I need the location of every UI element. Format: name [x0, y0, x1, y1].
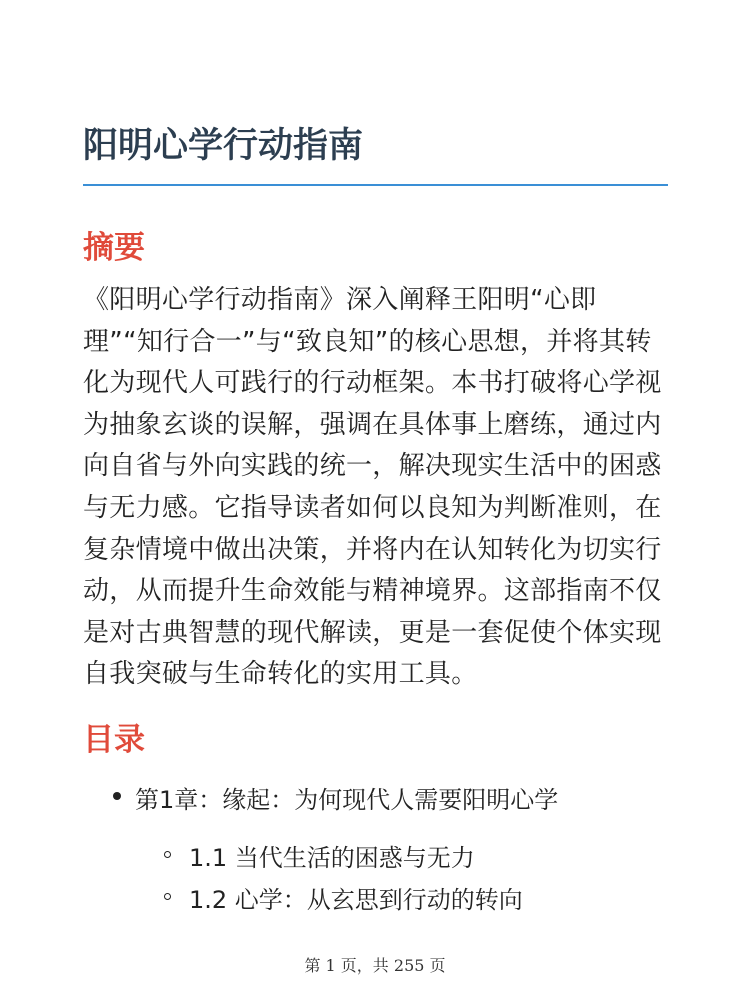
toc-section-1-1[interactable]: 1.1 当代生活的困惑与无力	[189, 844, 475, 872]
title-divider	[83, 184, 668, 186]
bullet-circle-icon	[164, 851, 171, 858]
abstract-paragraph: 《阳明心学行动指南》深入阐释王阳明“心即理”“知行合一”与“致良知”的核心思想，并将其转化为现代人可践行的行动框架。本书打破将心学视为抽象玄谈的误解，强调在具体事上磨练，通过内向自省与外向实践的统一，解决现实生活中的困惑与无力感。它指导读者如何以良知为判断准则，在复杂情境中做出决策，并将内在认知转化为切实行动，从而提升生命效能与精神境界。这部指南不仅是对古典智慧的现代解读，更是一套促使个体实现自我突破与生命转化的实用工具。	[83, 285, 662, 690]
summary-heading: 摘要	[83, 230, 145, 266]
page-footer: 第 1 页，共 255 页	[304, 956, 446, 975]
bullet-disc-icon	[113, 792, 121, 800]
toc-heading: 目录	[83, 722, 145, 758]
bullet-circle-icon	[164, 893, 171, 900]
document-title: 阳明心学行动指南	[83, 126, 364, 166]
toc-chapter-1[interactable]: 第1章：缘起：为何现代人需要阳明心学	[135, 786, 559, 814]
toc-section-1-2[interactable]: 1.2 心学：从玄思到行动的转向	[189, 886, 523, 914]
